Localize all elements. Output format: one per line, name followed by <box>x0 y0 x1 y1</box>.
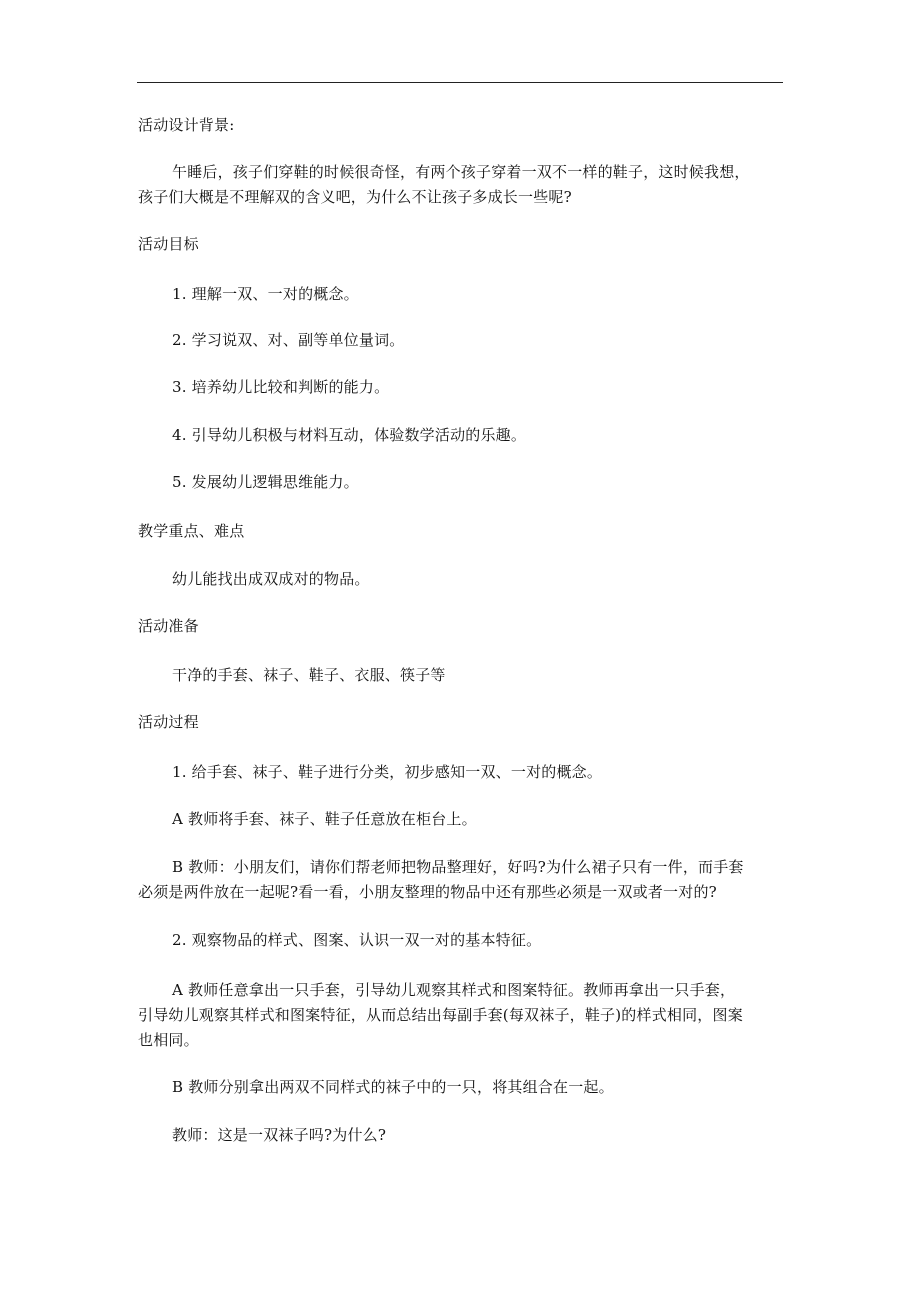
goal-item: 1. 理解一双、一对的概念。 <box>172 285 359 303</box>
process-substep: B 教师分别拿出两双不同样式的袜子中的一只，将其组合在一起。 <box>172 1078 614 1096</box>
background-text-line: 午睡后，孩子们穿鞋的时候很奇怪，有两个孩子穿着一双不一样的鞋子，这时候我想， <box>172 163 750 181</box>
teacher-question: 教师：这是一双袜子吗?为什么? <box>172 1126 387 1144</box>
preparation-text: 干净的手套、袜子、鞋子、衣服、筷子等 <box>172 666 446 684</box>
goal-item: 5. 发展幼儿逻辑思维能力。 <box>172 473 359 491</box>
heading-background: 活动设计背景: <box>138 116 235 134</box>
key-point-text: 幼儿能找出成双成对的物品。 <box>172 570 370 588</box>
heading-key-points: 教学重点、难点 <box>138 522 245 540</box>
heading-process: 活动过程 <box>138 713 199 731</box>
process-substep: B 教师：小朋友们，请你们帮老师把物品整理好，好吗?为什么裙子只有一件，而手套 <box>172 858 744 876</box>
process-substep-cont: 也相同。 <box>138 1031 199 1049</box>
background-text-line: 孩子们大概是不理解双的含义吧，为什么不让孩子多成长一些呢? <box>138 188 572 206</box>
process-substep: A 教师将手套、袜子、鞋子任意放在柜台上。 <box>172 810 477 828</box>
process-substep-cont: 必须是两件放在一起呢?看一看，小朋友整理的物品中还有那些必须是一双或者一对的? <box>138 883 717 901</box>
heading-goals: 活动目标 <box>138 235 199 253</box>
header-rule <box>137 82 783 83</box>
process-substep-cont: 引导幼儿观察其样式和图案特征，从而总结出每副手套(每双袜子，鞋子)的样式相同，图案 <box>138 1006 743 1024</box>
process-substep: A 教师任意拿出一只手套，引导幼儿观察其样式和图案特征。教师再拿出一只手套， <box>172 981 736 999</box>
goal-item: 2. 学习说双、对、副等单位量词。 <box>172 331 405 349</box>
process-step: 1. 给手套、袜子、鞋子进行分类，初步感知一双、一对的概念。 <box>172 763 603 781</box>
goal-item: 3. 培养幼儿比较和判断的能力。 <box>172 378 390 396</box>
goal-item: 4. 引导幼儿积极与材料互动，体验数学活动的乐趣。 <box>172 426 527 444</box>
process-step: 2. 观察物品的样式、图案、认识一双一对的基本特征。 <box>172 931 542 949</box>
heading-preparation: 活动准备 <box>138 617 199 635</box>
